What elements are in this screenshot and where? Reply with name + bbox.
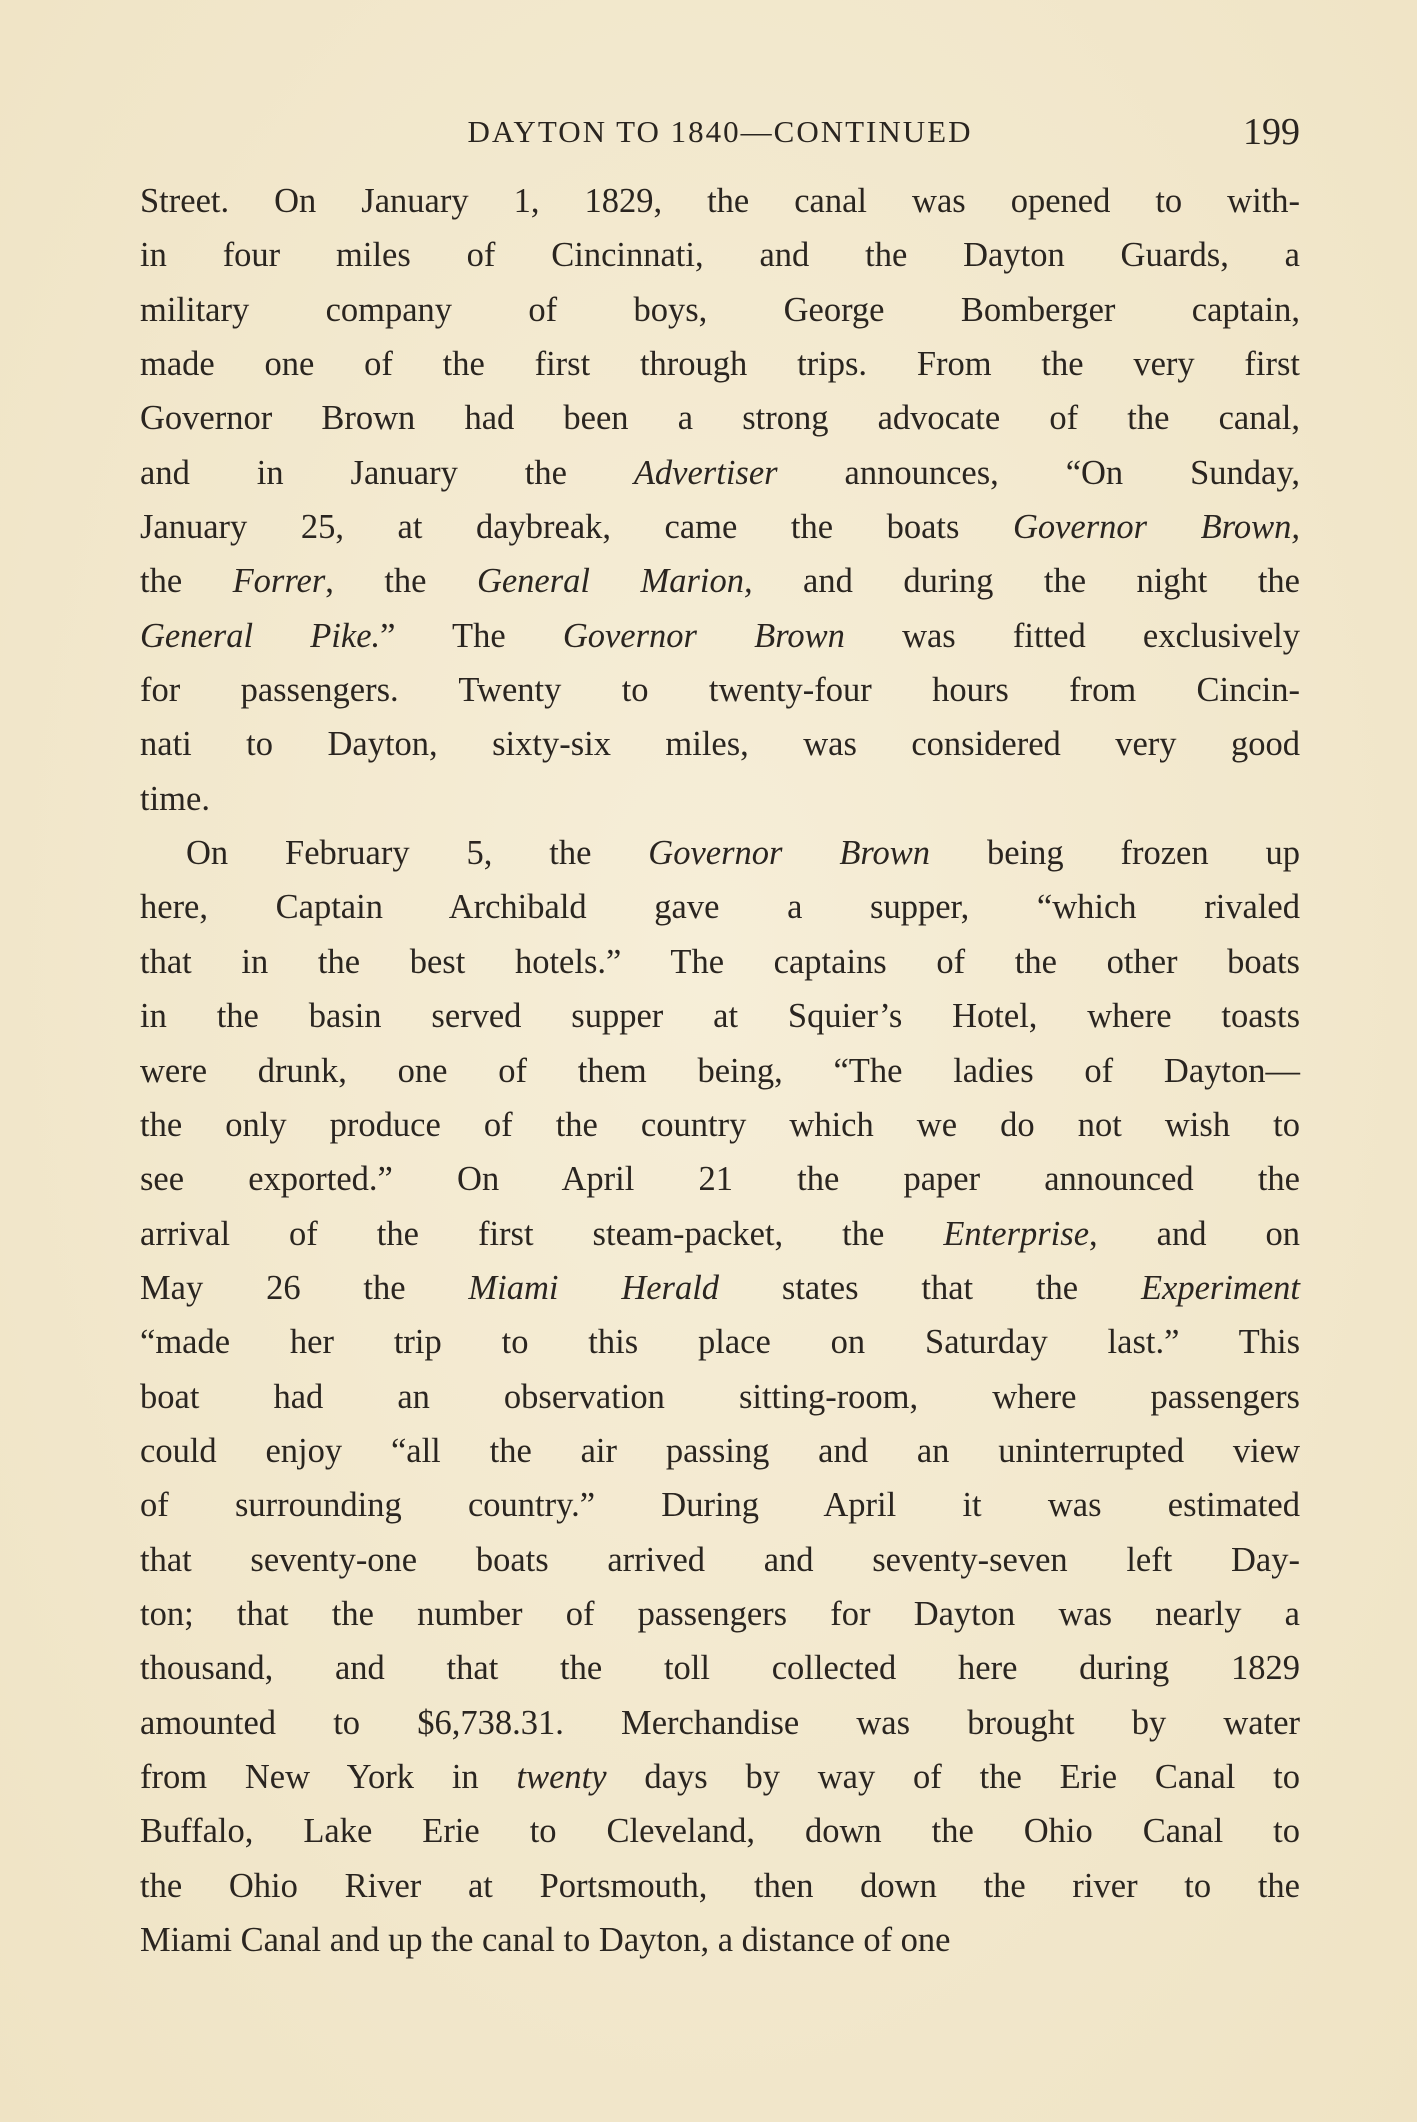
text-line	[140, 1207, 1300, 1261]
text-line	[140, 1696, 1300, 1750]
text-line	[140, 1750, 1300, 1804]
text-segment: Miami Canal and up the canal to Dayton, a distance of one	[140, 1921, 951, 1959]
text-line	[140, 500, 1300, 554]
text-line	[140, 1098, 1300, 1152]
text-segment: the only produce of the country which we do not wish to	[140, 1105, 1300, 1144]
text-segment: here, Captain Archibald gave a supper, “which rivaled	[140, 888, 1300, 927]
italic-text: Forrer	[232, 562, 326, 601]
text-segment: military company of boys, George Bomberger captain,	[140, 290, 1300, 329]
text-line	[140, 337, 1300, 391]
italic-text: Miami Herald	[468, 1268, 720, 1307]
text-segment: was fitted exclusively	[844, 616, 1301, 655]
text-segment: and in January the	[140, 453, 634, 492]
text-segment: made one of the first through trips. From the very first	[140, 345, 1300, 384]
italic-text: twenty	[516, 1757, 607, 1796]
text-segment: being frozen up	[930, 834, 1300, 873]
text-line	[140, 935, 1300, 989]
text-segment: thousand, and that the toll collected here during 1829	[140, 1649, 1300, 1688]
text-line	[140, 1641, 1300, 1695]
text-segment: of surrounding country.” During April it was estimated	[140, 1486, 1300, 1525]
text-segment: Governor Brown had been a strong advocate of the canal,	[140, 399, 1300, 438]
italic-text: Governor Brown,	[1012, 508, 1300, 547]
text-segment: , the	[325, 562, 477, 601]
text-line	[140, 1533, 1300, 1587]
text-segment: were drunk, one of them being, “The ladies of Dayton—	[140, 1051, 1300, 1090]
page-number: 199	[1243, 111, 1300, 153]
text-segment: that in the best hotels.” The captains of the other boats	[140, 942, 1300, 981]
text-segment: nati to Dayton, sixty-six miles, was considered very good	[140, 725, 1300, 764]
text-segment: January 25, at daybreak, came the boats	[140, 508, 1013, 547]
text-line	[140, 1424, 1300, 1478]
text-line	[140, 1152, 1300, 1206]
text-segment: states that the	[719, 1268, 1141, 1307]
italic-text: Advertiser	[633, 453, 778, 492]
text-line	[140, 1913, 1300, 1967]
text-segment: the	[140, 562, 233, 601]
text-line	[140, 717, 1300, 771]
text-segment: days by way of the Erie Canal to	[606, 1757, 1300, 1796]
text-segment: On February 5, the	[186, 834, 649, 873]
text-line	[140, 772, 1300, 826]
text-segment: “made her trip to this place on Saturday last.” This	[140, 1323, 1300, 1362]
text-line	[140, 174, 1300, 228]
italic-text: Governor Brown	[648, 834, 931, 873]
text-segment: that seventy-one boats arrived and seventy-seven left Day-	[140, 1540, 1300, 1579]
text-line	[140, 446, 1300, 500]
text-line	[140, 1478, 1300, 1532]
running-title: DAYTON TO 1840—CONTINUED	[467, 114, 973, 149]
text-segment: for passengers. Twenty to twenty-four hours from Cincin-	[140, 671, 1300, 710]
page-header	[140, 104, 1300, 160]
text-segment: ton; that the number of passengers for Dayton was nearly a	[140, 1594, 1300, 1633]
text-segment: see exported.” On April 21 the paper announced the	[140, 1160, 1300, 1199]
text-segment: the Ohio River at Portsmouth, then down the river to the	[140, 1866, 1300, 1905]
text-line	[140, 826, 1300, 880]
text-segment: boat had an observation sitting-room, where passengers	[140, 1377, 1300, 1416]
text-segment: announces, “On Sunday,	[777, 453, 1300, 492]
text-segment: could enjoy “all the air passing and an uninterrupted view	[140, 1431, 1300, 1470]
text-segment: Buffalo, Lake Erie to Cleveland, down the Ohio Canal to	[140, 1812, 1300, 1851]
text-line	[140, 1370, 1300, 1424]
text-line	[140, 1804, 1300, 1858]
text-segment: and during the night the	[752, 562, 1300, 601]
text-line	[140, 228, 1300, 282]
text-line	[140, 880, 1300, 934]
text-segment: , and on	[1089, 1214, 1300, 1253]
text-line	[140, 1261, 1300, 1315]
text-segment: arrival of the first steam-packet, the	[140, 1214, 944, 1253]
italic-text: Experiment	[1140, 1268, 1300, 1307]
text-segment: in four miles of Cincinnati, and the Dayton Guards, a	[140, 236, 1300, 275]
text-line	[140, 1587, 1300, 1641]
italic-text: General Pike.	[140, 616, 381, 655]
text-segment: Street. On January 1, 1829, the canal was opened to with-	[140, 182, 1300, 220]
text-line	[140, 391, 1300, 445]
text-line	[140, 554, 1300, 608]
text-segment: May 26 the	[140, 1268, 469, 1307]
italic-text: Governor Brown	[562, 616, 845, 655]
italic-text: Enterprise	[943, 1214, 1090, 1253]
text-segment: from New York in	[140, 1757, 517, 1796]
text-segment: ” The	[380, 616, 563, 655]
text-line	[140, 609, 1300, 663]
text-line	[140, 989, 1300, 1043]
text-line	[140, 1044, 1300, 1098]
text-segment: in the basin served supper at Squier’s Hotel, where toasts	[140, 997, 1300, 1036]
italic-text: General Marion,	[476, 562, 753, 601]
text-line	[140, 663, 1300, 717]
body-text	[140, 174, 1300, 1967]
text-line	[140, 1859, 1300, 1913]
text-segment: amounted to $6,738.31. Merchandise was brought by water	[140, 1703, 1300, 1742]
text-line	[140, 1315, 1300, 1369]
text-segment: time.	[140, 779, 210, 818]
text-line	[140, 283, 1300, 337]
